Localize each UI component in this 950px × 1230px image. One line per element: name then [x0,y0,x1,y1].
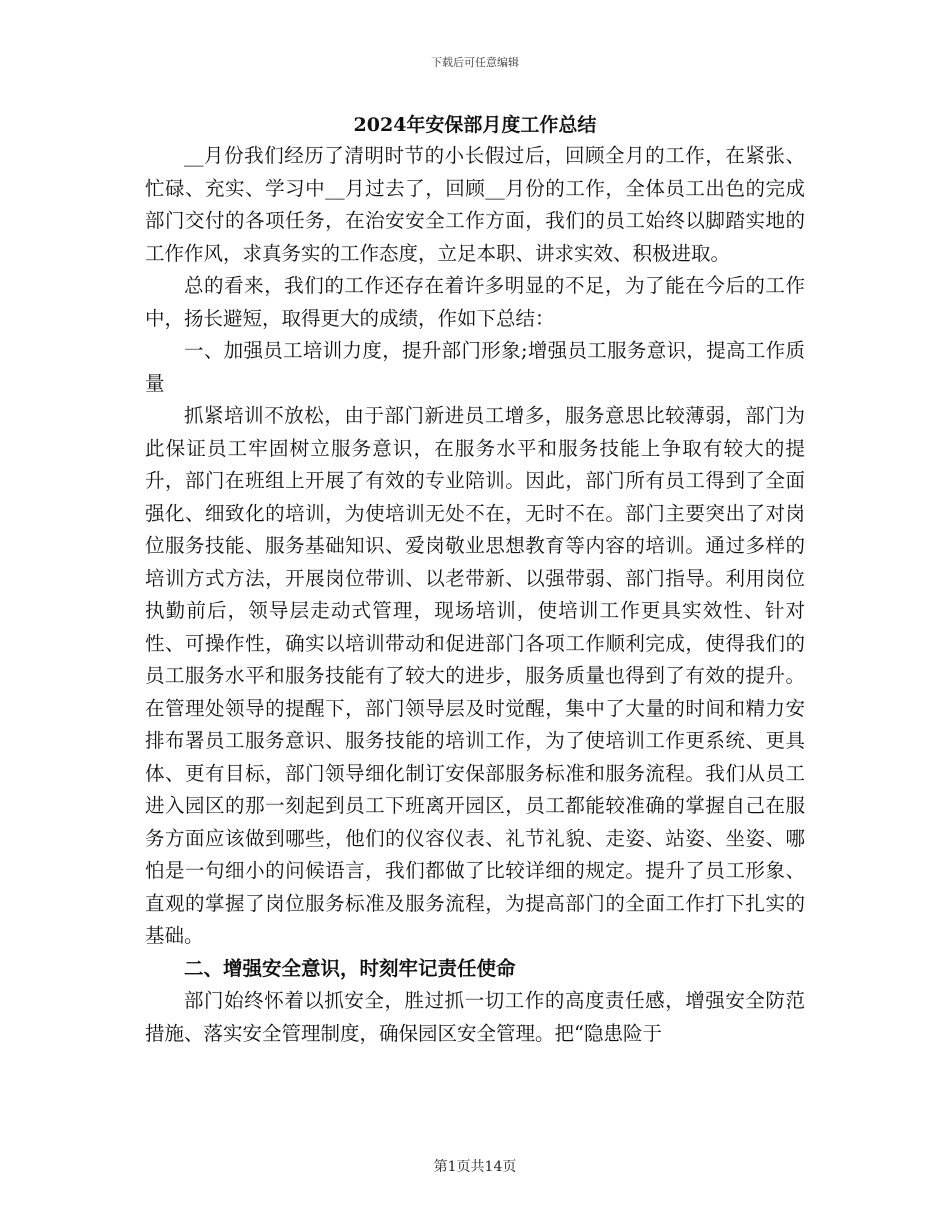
page-number: 第1页共14页 [433,1159,517,1175]
paragraph-summary: 总的看来，我们的工作还存在着许多明显的不足，为了能在今后的工作中，扬长避短，取得更大的成绩，作如下总结： [145,274,805,330]
section-heading-safety: 二、增强安全意识，时刻牢记责任使命 [184,956,516,980]
section-heading-training: 一、加强员工培训力度，提升部门形象;增强员工服务意识，提高工作质量 [145,339,805,395]
paragraph-safety: 部门始终怀着以抓安全，胜过抓一切工作的高度责任感，增强安全防范措施、落实安全管理制度，确保园区安全管理。把“隐患险于 [145,989,805,1045]
paragraph-training: 抓紧培训不放松，由于部门新进员工增多，服务意思比较薄弱，部门为此保证员工牢固树立服务意识，在服务水平和服务技能上争取有较大的提升，部门在班组上开展了有效的专业陪训。因此，部门所有员工得到了全面强化、细致化的培训，为使培训无处不在，无时不在。部门主要突出了对岗位服务技能、服务基础知识、爱岗敬业思想教育等内容的培训。通过多样的培训方式方法，开展岗位带训、以老带新、以强带弱、部门指导。利用岗位执勤前后，领导层走动式管理，现场培训，使培训工作更具实效性、针对性、可操作性，确实以培训带动和促进部门各项工作顺利完成，使得我们的员工服务水平和服务技能有了较大的进步，服务质量也得到了有效的提升。在管理处领导的提醒下，部门领导层及时觉醒，集中了大量的时间和精力安排布署员工服务意识、服务技能的培训工作，为了使培训工作更系统、更具体、更有目标，部门领导细化制订安保部服务标准和服务流程。我们从员工进入园区的那一刻起到员工下班离开园区，员工都能较准确的掌握自己在服务方面应该做到哪些，他们的仪容仪表、礼节礼貌、走姿、站姿、坐姿、哪怕是一句细小的问候语言，我们都做了比较详细的规定。提升了员工形象、直观的掌握了岗位服务标准及服务流程，为提高部门的全面工作打下扎实的基础。 [145,404,805,947]
page-header-note: 下载后可任意编辑 [431,56,519,69]
paragraph-intro: __月份我们经历了清明时节的小长假过后，回顾全月的工作，在紧张、忙碌、充实、学习中__月过去了，回顾__月份的工作，全体员工出色的完成部门交付的各项任务，在治安安全工作方面，我们的员工始终以脚踏实地的工作作风，求真务实的工作态度，立足本职、讲求实效、积极进取。 [145,144,805,265]
document-body [145,140,805,1050]
document-title: 2024年安保部月度工作总结 [353,114,597,136]
